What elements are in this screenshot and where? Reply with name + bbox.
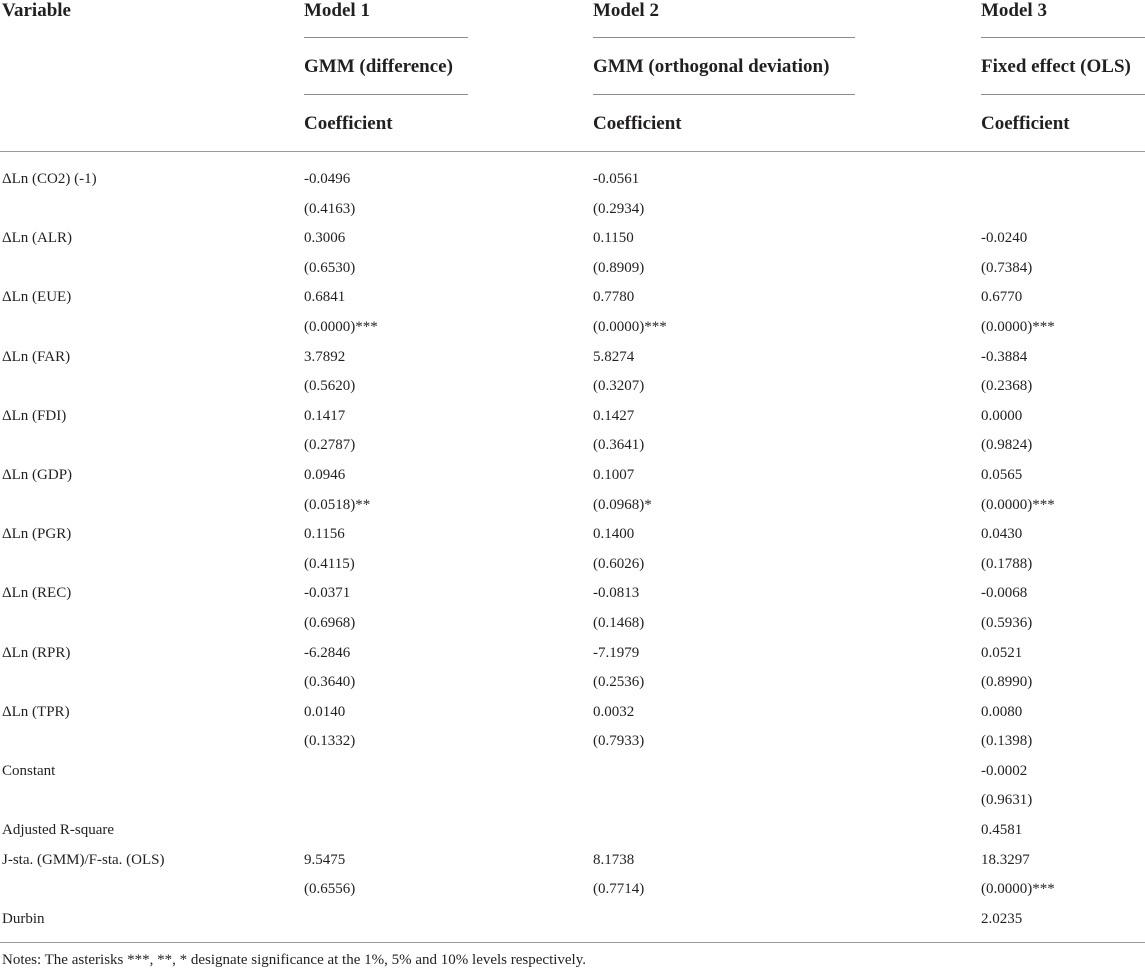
row-label: ΔLn (FAR) — [2, 348, 71, 365]
model-1-cell: -0.0371 — [304, 585, 351, 602]
model-1-cell: -6.2846 — [304, 644, 351, 661]
header-bottom-rule — [0, 151, 1145, 152]
model-1-cell: 0.1156 — [304, 526, 345, 543]
model-1-cell: 3.7892 — [304, 348, 346, 365]
model-2-cell: 0.1427 — [593, 407, 635, 424]
model-2-cell: (0.0968)* — [593, 496, 652, 513]
table-row — [0, 550, 1145, 580]
model-3-cell: -0.0002 — [981, 762, 1028, 779]
table-row — [0, 283, 1145, 313]
table-row — [0, 639, 1145, 669]
header-variable: Variable — [2, 0, 71, 21]
model-3-cell: (0.0000)*** — [981, 318, 1055, 335]
model-2-cell: (0.3207) — [593, 378, 645, 395]
table-row — [0, 846, 1145, 876]
model-1-cell: (0.2787) — [304, 437, 356, 454]
model-1-cell: (0.0518)** — [304, 496, 371, 513]
table-row — [0, 372, 1145, 402]
model-1-cell: 0.0140 — [304, 703, 346, 720]
model-2-cell: 0.0032 — [593, 703, 635, 720]
table-row — [0, 698, 1145, 728]
row-label: ΔLn (EUE) — [2, 289, 72, 306]
model-1-cell: 0.6841 — [304, 289, 346, 306]
model-3-cell: (0.0000)*** — [981, 496, 1055, 513]
header-model-3-method: Fixed effect (OLS) — [981, 56, 1131, 77]
model-3-cell: -0.0068 — [981, 585, 1028, 602]
model-3-cell: 0.6770 — [981, 289, 1023, 306]
model-2-cell: (0.2536) — [593, 674, 645, 691]
row-label: ΔLn (CO2) (-1) — [2, 171, 97, 187]
model-3-cell: -0.3884 — [981, 348, 1028, 365]
model-3-cell: 2.0235 — [981, 910, 1023, 927]
model-3-cell: 18.3297 — [981, 851, 1030, 868]
row-label: ΔLn (TPR) — [2, 703, 70, 720]
table-row — [0, 757, 1145, 787]
table-row — [0, 905, 1145, 935]
model-3-cell: 0.4581 — [981, 822, 1023, 839]
table-body — [0, 165, 1145, 934]
table-row — [0, 579, 1145, 609]
model-2-cell: (0.6026) — [593, 555, 645, 572]
model-2-cell: (0.1468) — [593, 614, 645, 631]
header-model-3-name: Model 3 — [981, 0, 1047, 21]
model-3-cell: (0.1788) — [981, 555, 1033, 572]
model-3-cell: 0.0430 — [981, 526, 1023, 543]
table-row — [0, 786, 1145, 816]
row-label: ΔLn (REC) — [2, 585, 72, 602]
model-2-cell: -0.0561 — [593, 171, 640, 187]
table-row — [0, 431, 1145, 461]
header-model-1-method: GMM (difference) — [304, 56, 453, 77]
model-2-cell: (0.3641) — [593, 437, 645, 454]
model-1-cell: (0.4115) — [304, 555, 355, 572]
table-row — [0, 195, 1145, 225]
table-row — [0, 224, 1145, 254]
model-2-cell: -7.1979 — [593, 644, 640, 661]
model-1-cell: 0.0946 — [304, 466, 346, 483]
model-3-cell: (0.2368) — [981, 378, 1033, 395]
model-3-cell: 0.0521 — [981, 644, 1023, 661]
row-label: ΔLn (FDI) — [2, 407, 67, 424]
header-model-2-divider-2 — [593, 94, 855, 95]
model-2-cell: 8.1738 — [593, 851, 635, 868]
model-3-cell: (0.8990) — [981, 674, 1033, 691]
model-1-cell: (0.6556) — [304, 881, 356, 898]
model-2-cell: (0.7933) — [593, 733, 645, 750]
model-2-cell: 0.1400 — [593, 526, 635, 543]
table-row — [0, 313, 1145, 343]
model-2-cell: (0.8909) — [593, 259, 645, 276]
model-1-cell: (0.4163) — [304, 200, 356, 217]
table-row — [0, 875, 1145, 905]
model-1-cell: (0.6968) — [304, 614, 356, 631]
row-label: ΔLn (ALR) — [2, 230, 73, 247]
model-3-cell: (0.1398) — [981, 733, 1033, 750]
row-label: ΔLn (PGR) — [2, 526, 72, 543]
model-3-cell: 0.0565 — [981, 466, 1023, 483]
model-1-cell: (0.0000)*** — [304, 318, 378, 335]
header-model-3-stat: Coefficient — [981, 113, 1070, 134]
model-2-cell: 0.1007 — [593, 466, 635, 483]
model-2-cell: (0.2934) — [593, 200, 645, 217]
header-model-1-divider — [304, 37, 468, 38]
table-row — [0, 165, 1145, 195]
model-3-cell: -0.0240 — [981, 230, 1028, 247]
header-model-2-method: GMM (orthogonal deviation) — [593, 56, 830, 77]
model-1-cell: (0.5620) — [304, 378, 356, 395]
row-label: Adjusted R-square — [2, 822, 115, 839]
model-3-cell: (0.7384) — [981, 259, 1033, 276]
model-2-cell: 5.8274 — [593, 348, 635, 365]
model-2-cell: -0.0813 — [593, 585, 640, 602]
row-label: Durbin — [2, 910, 45, 927]
model-3-cell: (0.0000)*** — [981, 881, 1055, 898]
row-label: ΔLn (GDP) — [2, 466, 73, 483]
model-2-cell: 0.1150 — [593, 230, 634, 247]
model-3-cell: 0.0080 — [981, 703, 1023, 720]
model-3-cell: (0.9824) — [981, 437, 1033, 454]
model-1-cell: 0.1417 — [304, 407, 346, 424]
table-row — [0, 254, 1145, 284]
model-1-cell: 0.3006 — [304, 230, 346, 247]
table-row — [0, 816, 1145, 846]
model-1-cell: (0.1332) — [304, 733, 356, 750]
header-model-1-name: Model 1 — [304, 0, 370, 21]
header-model-1-stat: Coefficient — [304, 113, 393, 134]
row-label: ΔLn (RPR) — [2, 644, 71, 661]
table-row — [0, 520, 1145, 550]
model-2-cell: (0.7714) — [593, 881, 645, 898]
model-2-cell: (0.0000)*** — [593, 318, 667, 335]
table-row — [0, 402, 1145, 432]
model-2-cell: 0.7780 — [593, 289, 635, 306]
model-1-cell: (0.3640) — [304, 674, 356, 691]
row-label: Constant — [2, 762, 56, 779]
model-3-cell: 0.0000 — [981, 407, 1023, 424]
table-row — [0, 727, 1145, 757]
header-model-3-divider — [981, 37, 1145, 38]
table-row — [0, 609, 1145, 639]
table-row — [0, 461, 1145, 491]
table-notes: Notes: The asterisks ***, **, * designate significance at the 1%, 5% and 10% levels respectively. — [2, 952, 587, 968]
model-3-cell: (0.5936) — [981, 614, 1033, 631]
header-model-2-stat: Coefficient — [593, 113, 682, 134]
model-3-cell: (0.9631) — [981, 792, 1033, 809]
table-row — [0, 343, 1145, 373]
row-label: J-sta. (GMM)/F-sta. (OLS) — [2, 851, 165, 868]
header-model-2-name: Model 2 — [593, 0, 659, 21]
table-row — [0, 491, 1145, 521]
header-model-2-divider — [593, 37, 855, 38]
table-row — [0, 668, 1145, 698]
header-model-1-divider-2 — [304, 94, 468, 95]
model-1-cell: (0.6530) — [304, 259, 356, 276]
header-model-3-divider-2 — [981, 94, 1145, 95]
table-bottom-rule — [0, 942, 1145, 943]
model-1-cell: -0.0496 — [304, 171, 351, 187]
model-1-cell: 9.5475 — [304, 851, 346, 868]
